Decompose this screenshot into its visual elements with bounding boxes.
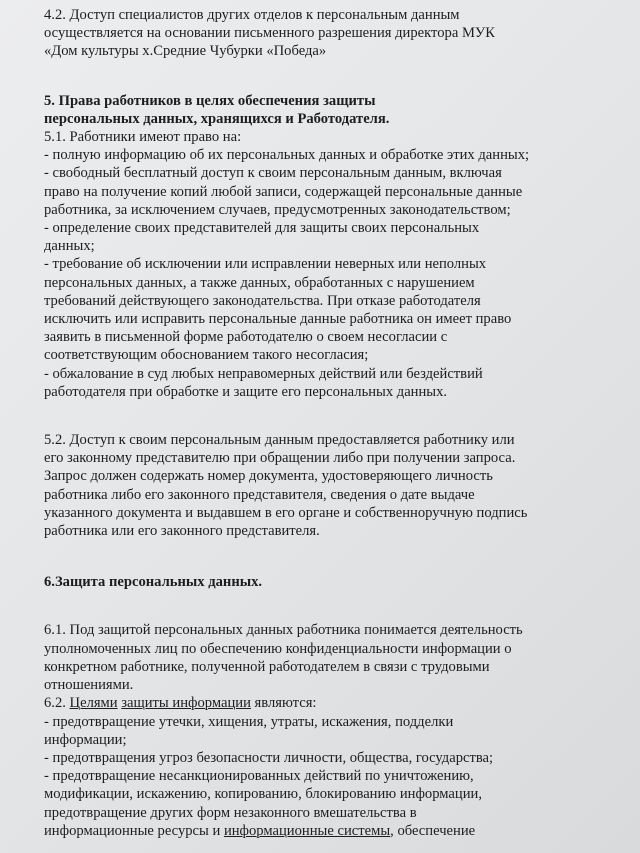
paragraph-4-2 xyxy=(44,6,604,61)
text-line: 5.1. Работники имеют право на: xyxy=(44,129,242,146)
paragraph-6-2-list xyxy=(44,713,604,822)
text-line: модификации, искажению, копированию, блокированию информации, xyxy=(44,786,482,803)
paragraph-6-2-lead xyxy=(44,694,604,712)
text-line: осуществляется на основании письменного разрешения директора МУК xyxy=(44,25,495,42)
underlined-term-info-protection: защиты информации xyxy=(121,695,251,712)
text-line: «Дом культуры х.Средние Чубурки «Победа» xyxy=(44,43,327,60)
text-line: работника либо его законного представителя, сведения о дате выдаче xyxy=(44,486,475,503)
text-line: его законному представителю при обращении либо при получении запроса. xyxy=(44,450,516,467)
paragraph-6-1 xyxy=(44,621,604,694)
text-line: работодателя при обработке и защите его персональных данных. xyxy=(44,383,448,400)
text-segment: информационные ресурсы и xyxy=(44,822,224,839)
text-line: - предотвращение несанкционированных действий по уничтожению, xyxy=(44,768,474,785)
section-5-heading: 5. Права работников в целях обеспечения защиты персональных данных, хранящихся и Работодателя. xyxy=(44,92,390,127)
text-line: информации; xyxy=(44,731,127,748)
text-segment: 6.2. xyxy=(44,695,70,712)
text-line: 5.2. Доступ к своим персональным данным предоставляется работнику или xyxy=(44,432,515,449)
text-line: - определение своих представителей для защиты своих персональных xyxy=(44,220,480,237)
text-line: - обжалование в суд любых неправомерных действий или бездействий xyxy=(44,365,483,382)
text-line: - предотвращение утечки, хищения, утраты, искажения, подделки xyxy=(44,713,454,730)
text-line: персональных данных, а также данных, обработанных с нарушением xyxy=(44,274,475,291)
text-segment: , обеспечение xyxy=(390,822,476,839)
document-page xyxy=(44,0,604,853)
text-line: требований действующего законодательства. При отказе работодателя xyxy=(44,292,481,309)
text-line: право на получение копий любой записи, содержащей персональные данные xyxy=(44,183,523,200)
text-line: заявить в письменной форме работодателю о своем несогласии с xyxy=(44,329,448,346)
underlined-term-info-systems: информационные системы xyxy=(223,822,391,839)
text-line: указанного документа и выдавшем в его органе и собственноручную подпись xyxy=(44,504,528,521)
last-visible-line xyxy=(44,822,604,840)
text-line: исключить или исправить персональные данные работника он имеет право xyxy=(44,311,512,328)
text-line: отношениями. xyxy=(44,677,134,694)
paragraph-5-1 xyxy=(44,128,604,401)
text-line: соответствующим обоснованием такого несогласия; xyxy=(44,347,369,364)
text-segment: являются: xyxy=(250,695,317,712)
text-line: - требование об исключении или исправлении неверных или неполных xyxy=(44,256,487,273)
text-line: уполномоченных лиц по обеспечению конфиденциальности информации о xyxy=(44,640,512,657)
text-line: - предотвращения угроз безопасности личности, общества, государства; xyxy=(44,749,494,766)
text-line: Запрос должен содержать номер документа, удостоверяющего личность xyxy=(44,468,493,485)
text-line: - полную информацию об их персональных данных и обработке этих данных; xyxy=(44,147,530,164)
text-line: 6.1. Под защитой персональных данных работника понимается деятельность xyxy=(44,622,523,639)
text-line: работника или его законного представителя. xyxy=(44,523,320,540)
section-6-heading: 6.Защита персональных данных. xyxy=(44,574,263,591)
text-line: 4.2. Доступ специалистов других отделов к персональным данным xyxy=(44,7,460,23)
text-line: - свободный бесплатный доступ к своим персональным данным, включая xyxy=(44,165,502,182)
text-line: конкретном работнике, полученной работодателем в связи с трудовыми xyxy=(44,658,490,675)
text-line: данных; xyxy=(44,238,95,255)
text-line: предотвращение других форм незаконного вмешательства в xyxy=(44,804,417,821)
text-line: работника, за исключением случаев, предусмотренных законодательством; xyxy=(44,201,511,218)
underlined-term-goals: Целями xyxy=(69,695,118,712)
paragraph-5-2 xyxy=(44,431,604,540)
